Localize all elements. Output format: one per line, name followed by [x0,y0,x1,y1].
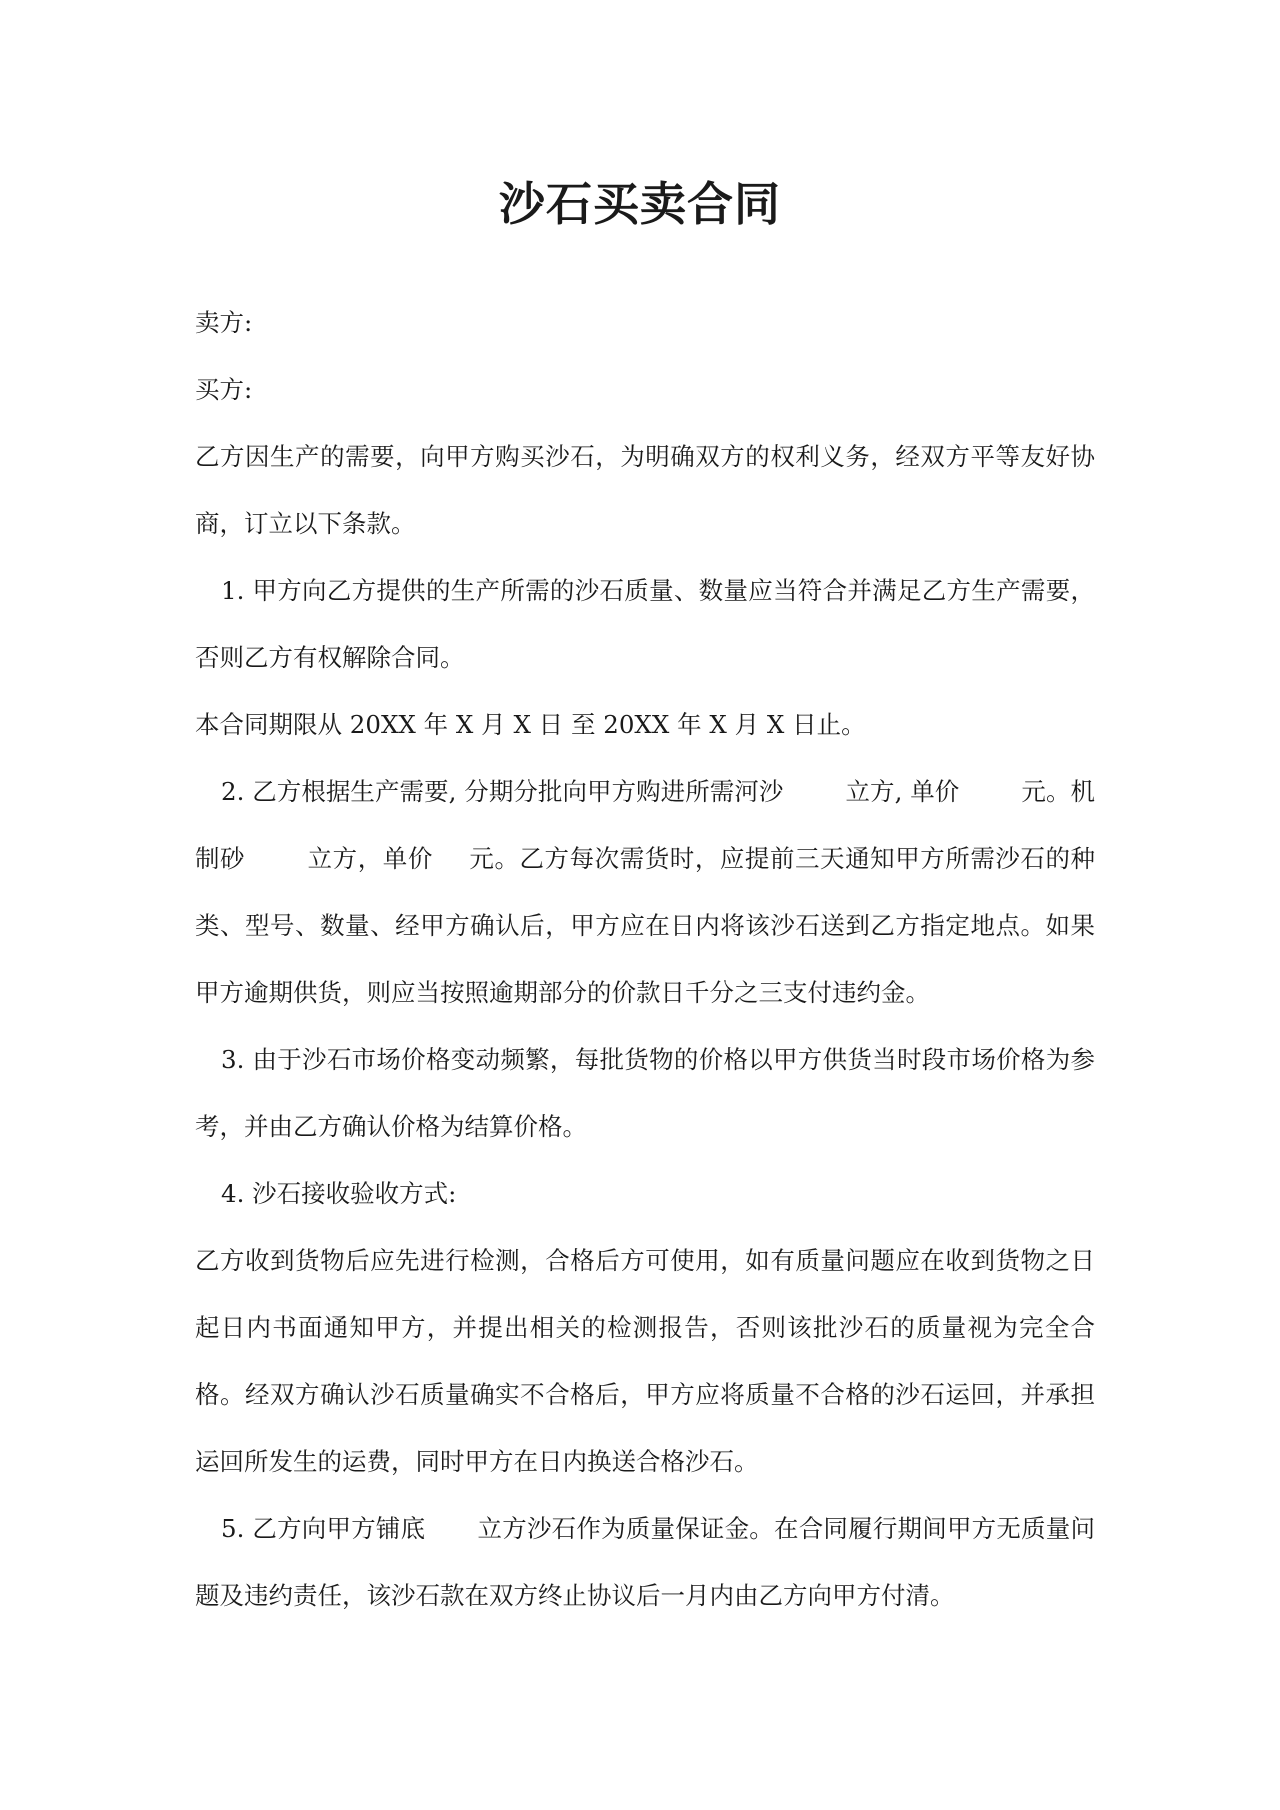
clause-2 [195,758,1095,1026]
clause-5-part-1: 5. 乙方向甲方铺底 [221,1514,426,1543]
contract-term: 本合同期限从 20XX 年 X 月 X 日 至 20XX 年 X 月 X 日止。 [195,710,866,739]
clause-2-part-3: 元。 [1021,777,1071,806]
clause-2-part-4: 机制砂 [195,777,1096,873]
clause-4-body: 乙方收到货物后应先进行检测，合格后方可使用，如有质量问题应在收到货物之日起日内书面通知甲方，并提出相关的检测报告，否则该批沙石的质量视为完全合格。经双方确认沙石质量确实不合格后，甲方应将质量不合格的沙石运回，并承担运回所发生的运费，同时甲方在日内换送合格沙石。 [195,1246,1095,1476]
clause-2-part-2: 立方, 单价 [845,777,960,806]
clause-2-part-5: 立方，单价 [307,844,433,873]
clause-2-part-6: 元。乙方每次需货时，应提前三天通知甲方所需沙石的种类、型号、数量、经甲方确认后，甲方应在日内将该沙石送到乙方指定地点。如果甲方逾期供货，则应当按照逾期部分的价款日千分之三支付违约金。 [195,844,1096,1007]
document-body [195,289,1095,1629]
clause-3: 3. 由于沙石市场价格变动频繁，每批货物的价格以甲方供货当时段市场价格为参考，并由乙方确认价格为结算价格。 [195,1045,1095,1141]
buyer-line: 买方: [195,375,253,404]
seller-line: 卖方: [195,308,253,337]
intro-paragraph: 乙方因生产的需要，向甲方购买沙石，为明确双方的权利义务，经双方平等友好协商，订立以下条款。 [195,442,1095,538]
clause-5 [195,1495,1095,1629]
document-title: 沙石买卖合同 [499,177,781,231]
clause-4-title: 4. 沙石接收验收方式: [221,1179,457,1208]
clause-1: 1. 甲方向乙方提供的生产所需的沙石质量、数量应当符合并满足乙方生产需要，否则乙方有权解除合同。 [195,576,1095,672]
clause-2-part-1: 2. 乙方根据生产需要, 分期分批向甲方购进所需河沙 [221,777,784,806]
clause-5-part-2: 立方沙石作为质量保证金。在合同履行期间甲方无质量问题及违约责任，该沙石款在双方终止协议后一月内由乙方向甲方付清。 [195,1514,1095,1610]
